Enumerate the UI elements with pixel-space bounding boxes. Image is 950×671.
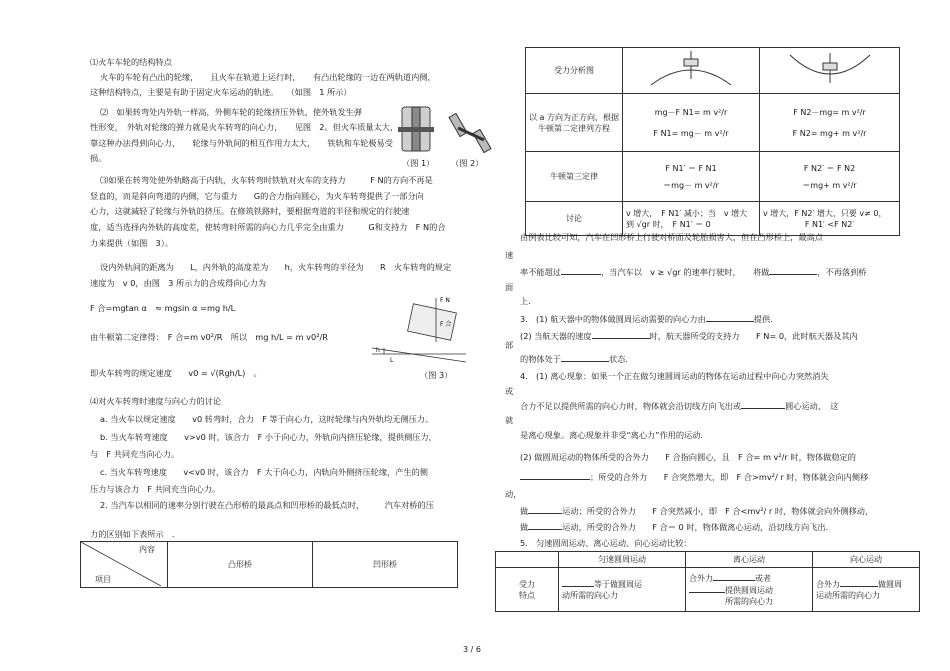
concave-third-law-1: F N2′ ＝ F N2 (803, 163, 856, 173)
paragraph-line (520, 266, 866, 278)
figure-2-caption: （图 2） (451, 158, 484, 168)
answer-blank (706, 313, 754, 322)
motion-comparison-table (495, 551, 920, 612)
concave-force-diagram (760, 48, 900, 94)
wheel-figure-1 (398, 105, 434, 157)
paragraph-line (520, 313, 773, 325)
blank-header-cell (496, 552, 559, 568)
text-segment: 圆心运动， 这 (785, 401, 839, 411)
row-third-law-label: 牛顿第三定律 (526, 152, 623, 202)
paragraph-line: 5. 匀速圆周运动、离心运动、向心运动比较： (520, 538, 692, 548)
row-force-diagram-label: 受力分析图 (526, 48, 623, 94)
answer-blank (520, 471, 590, 480)
convex-discussion-1: v 增大， F N1′ 减小；当 v 增大 (626, 208, 748, 218)
paragraph-line: 4. (1) 离心现象：如果一个正在做匀速圆周运动的物体在运动过程中向心力突然消失 (520, 371, 829, 381)
convex-third-law-1: F N1′ ＝ F N1 (665, 163, 717, 173)
answer-blank (840, 578, 878, 587)
text-segment: 合外力 (816, 580, 840, 589)
paragraph-line (520, 521, 828, 533)
answer-blank (562, 578, 594, 587)
answer-blank (689, 584, 725, 593)
row-newton-law-label: 以 a 方向为正方向，根据牛顿第二定律列方程 (526, 94, 623, 152)
text-segment: 率不能超过 (520, 267, 561, 277)
paragraph-line: a. 当火车以规定速度 v0 转弯时，合力 F 等于向心力，这时轮缘与内外轨均无侧压力。 (100, 414, 434, 424)
bridge-comparison-table (525, 47, 900, 236)
margin-char: 动， (505, 489, 522, 499)
paragraph-line: (2) 做圆周运动的物体所受的合外力 F 合指向圆心，且 F 合= m v²/r 时，物体做稳定的 (520, 452, 856, 462)
figure-3-caption: （图 3） (420, 370, 453, 380)
text-segment: 提供. (753, 314, 773, 324)
text-segment: 的物体处于 (520, 354, 561, 364)
concave-equation-2: F N2= mg+ m v²/r (792, 128, 867, 138)
cell-line: 动所需的向心力 (562, 591, 618, 600)
equation-newton-second-law: 由牛顿第二定律得： F 合=m v0²/R 所以 mg h/L = m v0²/R (90, 332, 328, 342)
convex-equation-1: mg－F N1= m v²/r (654, 107, 728, 117)
margin-char: 或 (505, 386, 514, 396)
header-item-label: 项目 (95, 575, 111, 584)
centripetal-header: 向心运动 (813, 552, 920, 568)
paragraph-line: 这种结构特点，主要是有助于固定火车运动的轨迹。 （如图 1 所示） (90, 87, 352, 97)
cell-line (562, 578, 682, 590)
figure-1-caption: （图 1） (402, 158, 435, 168)
concave-equation-1: F N2－mg= m v²/r (793, 107, 866, 117)
paragraph-line: c. 当火车转弯速度 v<v0 时，该合力 F 大于向心力，内轨向外侧挤压轮缘，产生的侧 (100, 467, 428, 477)
answer-blank (561, 353, 609, 362)
uniform-circular-cell (559, 568, 686, 612)
text-segment: 3. (1) 航天器中的物体做圆周运动需要的向心力由 (520, 314, 706, 324)
answer-blank (769, 266, 817, 275)
text-segment: ，不再落到桥 (817, 267, 867, 277)
answer-blank (592, 330, 650, 339)
text-segment: ，当汽车以 v ≥ √gr 的速率行驶时， 将做 (600, 267, 770, 277)
text-segment: 状态. (608, 354, 628, 364)
paragraph-line: 竖直的，而是斜向弯道的内侧，它与重力 G的合力指向圆心，为火车转弯提供了一部分向 (90, 191, 424, 201)
right-column (475, 0, 950, 671)
convex-third-law-cell (623, 152, 760, 202)
answer-blank (528, 505, 562, 514)
paragraph-line (520, 505, 873, 517)
text-segment: 时，航天器所受的支持力 F N= 0，此时航天器及其内 (649, 331, 858, 341)
text-segment: 合力不足以提供所需的向心力时，物体就会沿切线方向飞出或 (520, 401, 742, 411)
centrifugal-cell (686, 568, 813, 612)
convex-equation-2: F N1= mg－ m v²/r (653, 128, 729, 138)
convex-third-law-2: ＝mg－ m v²/r (663, 180, 719, 190)
paragraph-line: 设内外轨间的距离为 L，内外轨的高度差为 h，火车转弯的半径为 R 火车转弯的规定 (100, 262, 452, 272)
heading-speed-discussion: ⑷对火车转弯时速度与向心力的讨论 (90, 396, 222, 406)
concave-third-law-cell (760, 152, 900, 202)
cell-line (816, 578, 916, 590)
svg-text:L: L (390, 357, 394, 364)
banked-track-figure-3 (370, 292, 468, 364)
paragraph-line: b. 当火车转弯速度 v>v0 时，该合力 F 小于向心力，外轨向内挤压轮缘，提供侧压力， (100, 432, 437, 442)
paragraph-line: ⑶如果在转弯处使外轨略高于内轨，火车转弯时铁轨对火车的支持力 F N的方向不再是 (100, 175, 433, 185)
row-label-line: 受力 (519, 579, 535, 589)
concave-third-law-2: ＝mg+ m v²/r (802, 180, 857, 190)
paragraph-line: 是离心现象。离心现象并非受“离心力”作用的运动. (520, 430, 704, 440)
paragraph-line: 由例表比较可知，汽车在凹形桥上行驶对桥面及轮胎损害大，但在凸形桥上，最高点 (520, 232, 823, 242)
bridge-comparison-table-header (80, 541, 458, 588)
paragraph-line: 上. (520, 296, 531, 306)
concave-bridge-diagram (785, 49, 875, 89)
equation-net-force: F 合=mgtan α ≈ mgsin α =mg h/L (90, 303, 236, 313)
centripetal-cell (813, 568, 920, 612)
margin-char: 面 (505, 282, 514, 292)
paragraph-line: 性形变， 外轨对轮缘的弹力就是火车转弯的向心力， 见图 2。但火车质量太大， (90, 122, 399, 132)
header-content-label: 内容 (139, 545, 155, 554)
text-segment: (2) 当航天器的速度 (520, 331, 592, 341)
table-diagonal-header-cell (81, 542, 168, 588)
paragraph-line: 火车的车轮有凸出的轮缘， 且火车在轨道上运行时， 有凸出轮缘的一边在两轨道内侧， (100, 72, 436, 82)
paragraph-line: 力来提供（如图 3）。 (90, 238, 173, 248)
paragraph-line: 靠这种办法得到向心力， 轮缘与外轨间的相互作用力太大， 铁轨和车轮极易受 (90, 138, 393, 148)
margin-char: 部 (505, 340, 514, 350)
text-segment: 或者 (755, 574, 771, 583)
text-segment: ；所受的合外力 F 合突然增大，即 F 合>mv²/ r 时，物体就会向内侧移 (590, 472, 869, 482)
paragraph-line: 与 F 共同充当向心力。 (90, 449, 180, 459)
convex-discussion-cell (623, 202, 760, 236)
cell-line: 运动所需的向心力 (816, 591, 880, 600)
paragraph-line: 速度为 v 0，由图 3 所示力的合成得向心力为 (90, 278, 267, 288)
paragraph-line: 2. 当汽车以相同的速率分别行驶在凸形桥的最高点和凹形桥的最低点时， 汽车对桥的压 (100, 500, 434, 510)
paragraph-line: 压力与该合力 F 共同充当向心力。 (90, 484, 221, 494)
answer-blank (528, 521, 562, 530)
paragraph-line (520, 400, 838, 412)
convex-bridge-diagram (646, 49, 736, 89)
concave-discussion-1: v 增大，F N2′ 增大，只要 v≠ 0， (763, 208, 887, 218)
svg-text:F 合: F 合 (440, 321, 452, 328)
concave-bridge-header: 凹形桥 (313, 542, 458, 588)
centrifugal-header: 离心运动 (686, 552, 813, 568)
concave-discussion-2: F N1′ <F N2′ (804, 219, 855, 229)
paragraph-line (520, 471, 868, 483)
text-segment: 等于做圆周运 (594, 580, 642, 589)
text-segment: 提供圆周运动 (725, 586, 773, 595)
row-discussion-label: 讨论 (526, 202, 623, 236)
heading-wheel-structure: ⑴火车车轮的结构特点 (90, 57, 172, 67)
svg-text:h: h (376, 347, 380, 354)
answer-blank (713, 572, 755, 581)
convex-bridge-header: 凸形桥 (168, 542, 313, 588)
paragraph-line: 损。 (90, 153, 107, 163)
text-segment: 运动；所受的合外力 F 合突然减小，即 F 合<mv²/ r 时，物体就会向外侧移动， (562, 506, 874, 516)
margin-char: 速 (505, 250, 514, 260)
cell-line (689, 572, 809, 584)
equation-rated-speed: 即火车转弯的规定速度 v0 = √(Rgh/L) 。 (90, 368, 262, 378)
concave-discussion-cell (760, 202, 900, 236)
force-feature-label (496, 568, 559, 612)
concave-equation-cell (760, 94, 900, 152)
answer-blank (741, 400, 785, 409)
cell-line (689, 584, 809, 596)
paragraph-line (520, 353, 628, 365)
answer-blank (561, 266, 601, 275)
paragraph-line: 心力，这就减轻了轮缘与外轨的挤压。在修筑铁路时，要根据弯道的半径和规定的行驶速 (90, 206, 410, 216)
svg-text:F N: F N (440, 297, 450, 304)
convex-discussion-2: 到 √gr 时， F N1′ ＝ 0 (626, 219, 711, 229)
margin-char: 就 (505, 415, 514, 425)
convex-equation-cell (623, 94, 760, 152)
text-segment: 做 (520, 506, 529, 516)
cell-line: 所需的向心力 (725, 597, 773, 606)
text-segment: 合外力 (689, 574, 713, 583)
paragraph-line: 度，适当选择内外轨的高度差，使转弯时所需的向心力几乎完全由重力 G和支持力 F N的合 (90, 222, 446, 232)
row-label-line: 特点 (519, 590, 535, 600)
page-number: 3 / 6 (463, 645, 481, 654)
text-segment: 做 (520, 522, 529, 532)
text-segment: 运动，所受的合外力 F 合＝ 0 时，物体做离心运动，沿切线方向飞出. (562, 522, 829, 532)
uniform-circular-header: 匀速圆周运动 (559, 552, 686, 568)
paragraph-line: 力的区别如下表所示 . (90, 529, 175, 539)
paragraph-line: ⑵ 如果转弯处内外轨一样高，外侧车轮的轮缘挤压外轨，使外轨发生弹 (100, 107, 363, 117)
text-segment: 做圆周 (878, 580, 902, 589)
paragraph-line (520, 330, 858, 342)
convex-force-diagram (623, 48, 760, 94)
